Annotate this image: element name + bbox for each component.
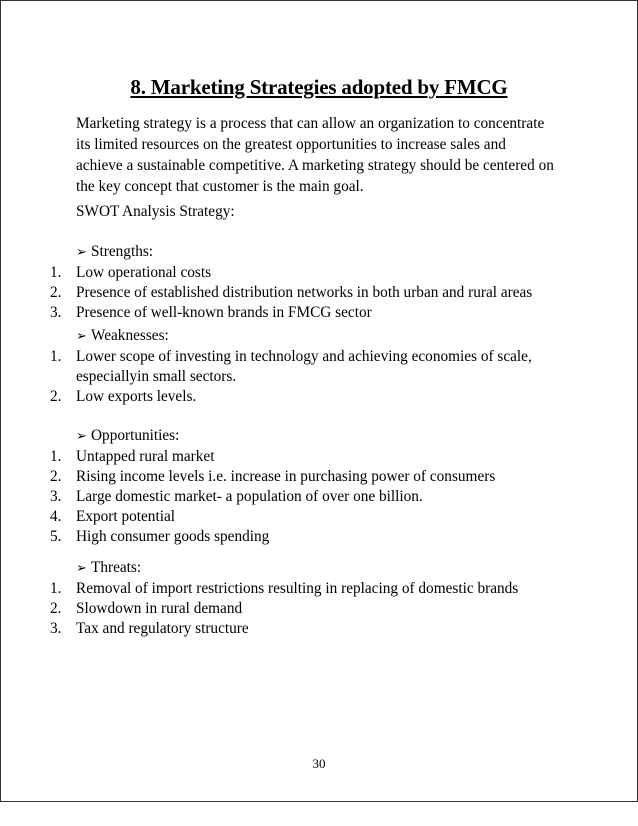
opportunities-section: [0, 425, 638, 547]
strengths-heading: [0, 241, 638, 263]
item-text: Presence of well-known brands in FMCG sector: [76, 304, 372, 321]
strengths-list: [0, 263, 638, 323]
item-text: Lower scope of investing in technology and achieving economies of scale, especiallyin small sectors.: [76, 348, 532, 385]
item-number: 2.: [50, 468, 62, 485]
page-title: 8. Marketing Strategies adopted by FMCG: [130, 75, 508, 99]
item-text: High consumer goods spending: [76, 528, 270, 545]
list-item: [0, 599, 638, 619]
list-item: [0, 467, 638, 487]
list-item: [0, 303, 638, 323]
weaknesses-heading: [0, 325, 638, 347]
list-item: [0, 283, 638, 303]
item-text: Low exports levels.: [76, 388, 197, 405]
item-text: Low operational costs: [76, 264, 212, 281]
item-number: 1.: [50, 264, 62, 281]
item-number: 3.: [50, 304, 62, 321]
list-item: [0, 263, 638, 283]
arrow-bullet-icon: ➢: [76, 328, 87, 343]
item-text: Export potential: [76, 508, 175, 525]
item-number: 5.: [50, 528, 62, 545]
item-number: 1.: [50, 448, 62, 465]
weaknesses-list: [0, 347, 638, 407]
list-item: [0, 507, 638, 527]
opportunities-heading: [0, 425, 638, 447]
item-text: Untapped rural market: [76, 448, 215, 465]
item-number: 4.: [50, 508, 62, 525]
threats-section: [0, 557, 638, 639]
strengths-section: [0, 241, 638, 323]
item-text: Removal of import restrictions resulting in replacing of domestic brands: [76, 580, 519, 597]
intro-paragraph: Marketing strategy is a process that can allow an organization to concentrate its limited resources on the greatest opportunities to increase sales and achieve a sustainable competitive. A marketing strategy should be centered on the key concept that customer is the main goal.: [76, 115, 554, 195]
item-number: 1.: [50, 580, 62, 597]
list-item: [0, 487, 638, 507]
list-item: [0, 387, 638, 407]
page-number: 30: [312, 756, 326, 771]
item-text: Rising income levels i.e. increase in purchasing power of consumers: [76, 468, 496, 485]
list-item: [0, 619, 638, 639]
item-text: Slowdown in rural demand: [76, 600, 243, 617]
section-heading-label: Threats:: [91, 559, 142, 576]
item-number: 3.: [50, 620, 62, 637]
opportunities-list: [0, 447, 638, 547]
threats-list: [0, 579, 638, 639]
item-text: Large domestic market- a population of over one billion.: [76, 488, 423, 505]
item-number: 2.: [50, 388, 62, 405]
section-heading-label: Opportunities:: [91, 427, 180, 444]
list-item: [0, 579, 638, 599]
arrow-bullet-icon: ➢: [76, 428, 87, 443]
list-item: [0, 527, 638, 547]
item-number: 2.: [50, 284, 62, 301]
list-item: [0, 347, 638, 387]
swot-label: SWOT Analysis Strategy:: [76, 203, 235, 220]
item-number: 1.: [50, 348, 62, 365]
section-heading-label: Strengths:: [91, 243, 154, 260]
item-text: Presence of established distribution networks in both urban and rural areas: [76, 284, 533, 301]
item-text: Tax and regulatory structure: [76, 620, 249, 637]
section-heading-label: Weaknesses:: [91, 327, 169, 344]
list-item: [0, 447, 638, 467]
item-number: 2.: [50, 600, 62, 617]
weaknesses-section: [0, 325, 638, 407]
threats-heading: [0, 557, 638, 579]
arrow-bullet-icon: ➢: [76, 560, 87, 575]
arrow-bullet-icon: ➢: [76, 244, 87, 259]
item-number: 3.: [50, 488, 62, 505]
